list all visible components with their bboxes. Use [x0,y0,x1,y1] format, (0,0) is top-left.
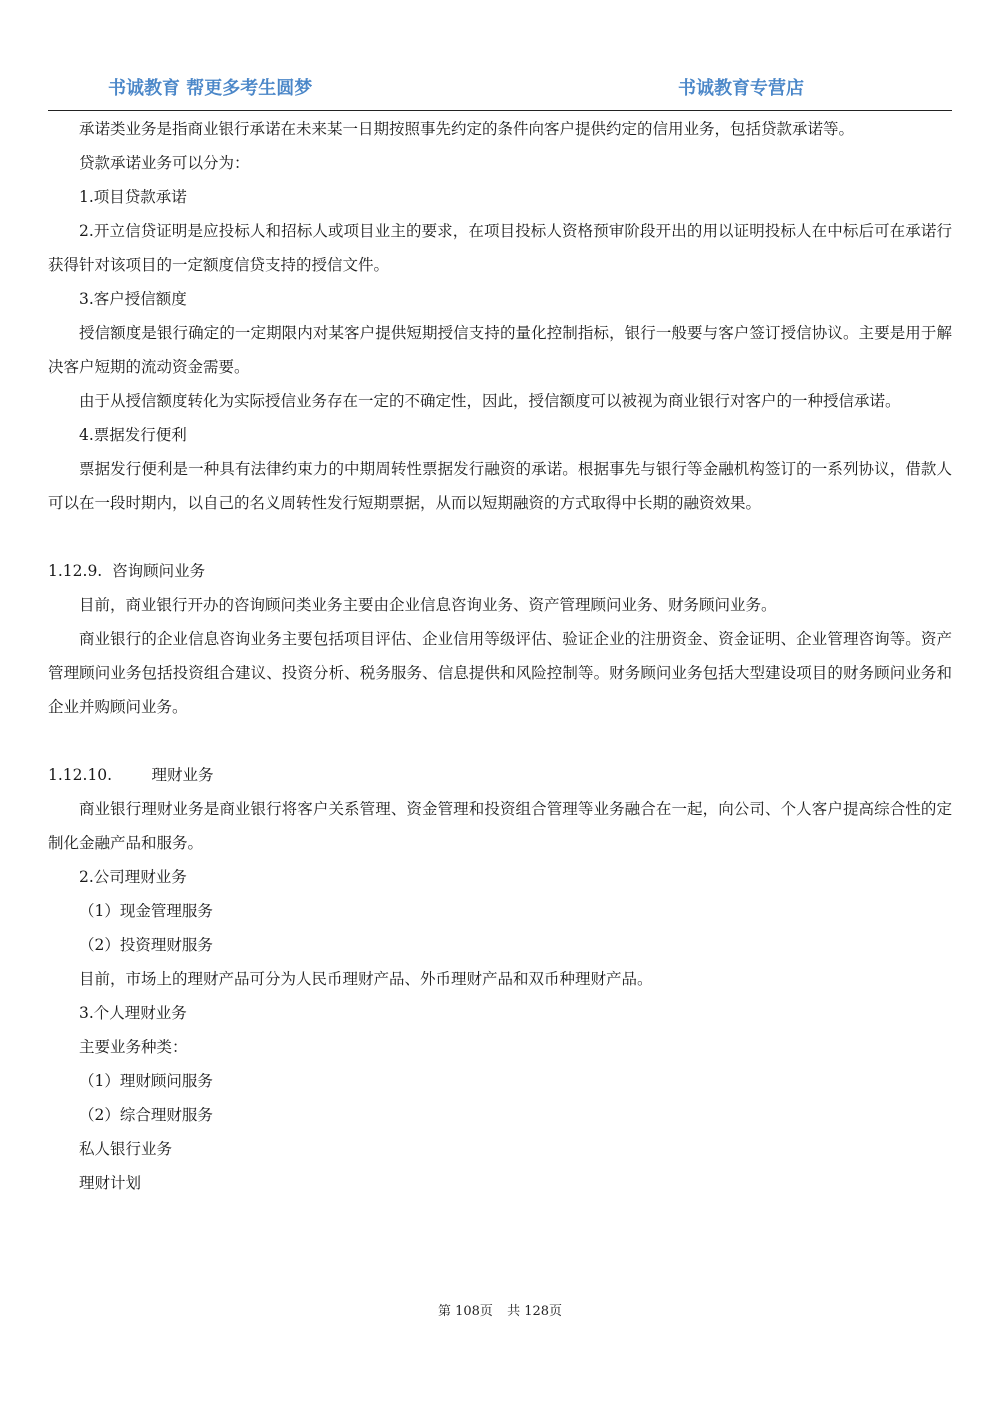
list-item: （2）投资理财服务 [79,936,213,954]
document-body [48,112,952,1200]
list-item: （1）理财顾问服务 [79,1072,213,1090]
paragraph: 商业银行的企业信息咨询业务主要包括项目评估、企业信用等级评估、验证企业的注册资金、资金证明、企业管理咨询等。资产管理顾问业务包括投资组合建议、投资分析、税务服务、信息提供和风险控制等。财务顾问业务包括大型建设项目的财务顾问业务和企业并购顾问业务。 [48,630,952,716]
spacer [48,520,952,554]
list-item: 理财计划 [79,1174,142,1192]
paragraph: 主要业务种类： [79,1038,188,1056]
page-footer [0,1300,1000,1319]
section-heading: 1.12.9. 咨询顾问业务 [48,562,206,580]
paragraph: 目前，商业银行开办的咨询顾问类业务主要由企业信息咨询业务、资产管理顾问业务、财务顾问业务。 [79,596,777,614]
list-item: 3.客户授信额度 [79,290,187,308]
paragraph: 商业银行理财业务是商业银行将客户关系管理、资金管理和投资组合管理等业务融合在一起，向公司、个人客户提高综合性的定制化金融产品和服务。 [48,800,952,852]
list-item: （2）综合理财服务 [79,1106,213,1124]
paragraph: 目前，市场上的理财产品可分为人民币理财产品、外币理财产品和双币种理财产品。 [79,970,653,988]
page-header [48,72,952,111]
spacer [48,724,952,758]
page-number: 第 108页 [437,1304,493,1319]
list-item: 1.项目贷款承诺 [79,188,187,206]
page-total: 共 128页 [507,1304,563,1319]
header-slogan: 书诚教育 帮更多考生圆梦 [108,78,313,99]
paragraph: 承诺类业务是指商业银行承诺在未来某一日期按照事先约定的条件向客户提供约定的信用业务，包括贷款承诺等。 [79,120,855,138]
list-item: 2.开立信贷证明是应投标人和招标人或项目业主的要求，在项目投标人资格预审阶段开出的用以证明投标人在中标后可在承诺行获得针对该项目的一定额度信贷支持的授信文件。 [48,222,952,274]
list-item: 2.公司理财业务 [79,868,187,886]
paragraph: 由于从授信额度转化为实际授信业务存在一定的不确定性，因此，授信额度可以被视为商业银行对客户的一种授信承诺。 [79,392,901,410]
list-item: 4.票据发行便利 [79,426,187,444]
list-item: 私人银行业务 [79,1140,173,1158]
list-item: 3.个人理财业务 [79,1004,187,1022]
header-store-name: 书诚教育专营店 [678,78,804,99]
section-heading: 1.12.10. 理财业务 [48,766,214,784]
paragraph: 贷款承诺业务可以分为： [79,154,250,172]
paragraph: 授信额度是银行确定的一定期限内对某客户提供短期授信支持的量化控制指标，银行一般要与客户签订授信协议。主要是用于解决客户短期的流动资金需要。 [48,324,952,376]
paragraph: 票据发行便利是一种具有法律约束力的中期周转性票据发行融资的承诺。根据事先与银行等金融机构签订的一系列协议，借款人可以在一段时期内，以自己的名义周转性发行短期票据，从而以短期融资的方式取得中长期的融资效果。 [48,460,952,512]
list-item: （1）现金管理服务 [79,902,213,920]
